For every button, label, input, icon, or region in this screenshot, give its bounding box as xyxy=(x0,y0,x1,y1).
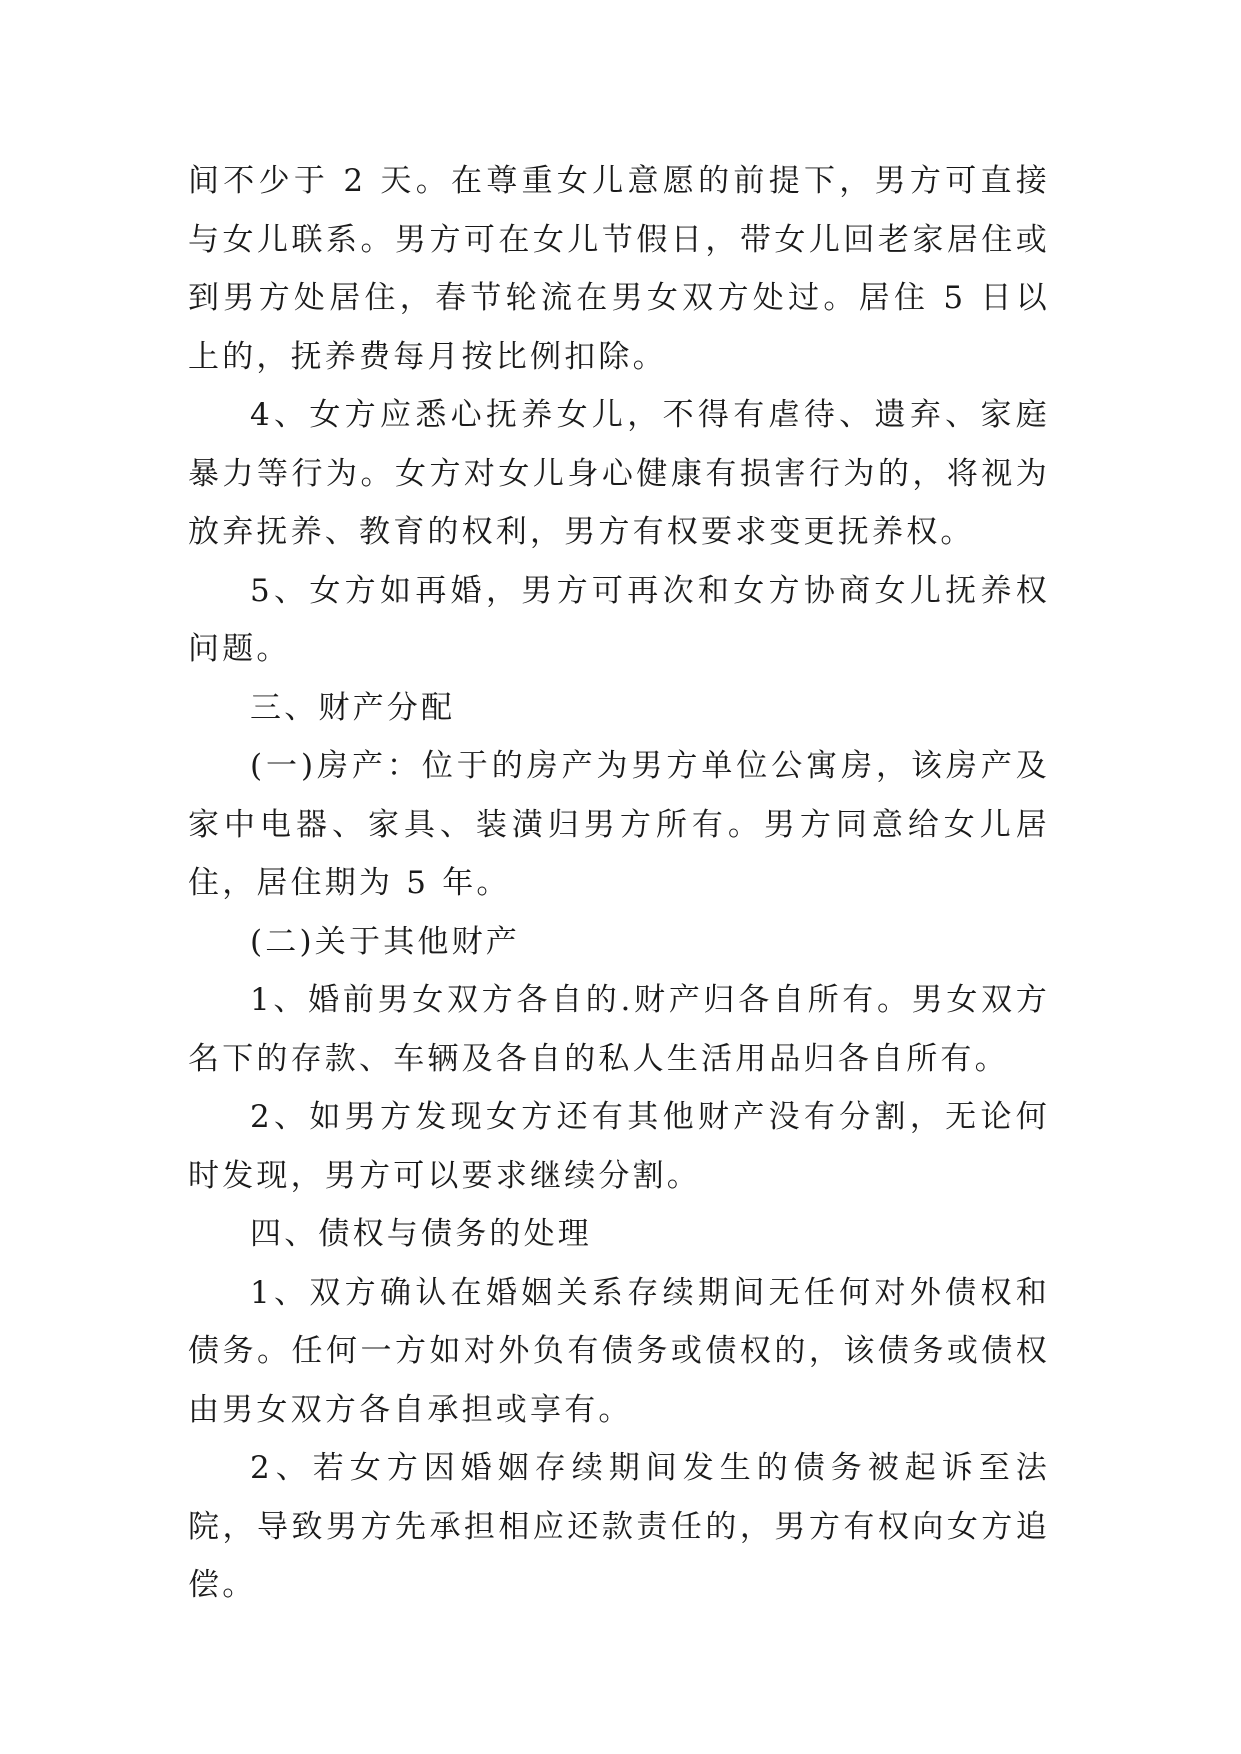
document-body xyxy=(188,152,1050,1615)
paragraph-property-clause-1: 1、婚前男女双方各自的.财产归各自所有。男女双方名下的存款、车辆及各自的私人生活用品归各自所有。 xyxy=(188,982,1050,1077)
paragraph-custody-visitation-continuation: 间不少于 2 天。在尊重女儿意愿的前提下，男方可直接与女儿联系。男方可在女儿节假日，带女儿回老家居住或到男方处居住，春节轮流在男女双方处过。居住 5 日以上的，抚养费每月按比例扣除。 xyxy=(188,163,1050,375)
section-heading-debts: 四、债权与债务的处理 xyxy=(250,1216,592,1252)
paragraph-clause-5: 5、女方如再婚，男方可再次和女方协商女儿抚养权问题。 xyxy=(188,572,1050,667)
paragraph-clause-4: 4、女方应悉心抚养女儿，不得有虐待、遗弃、家庭暴力等行为。女方对女儿身心健康有损害行为的，将视为放弃抚养、教育的权利，男方有权要求变更抚养权。 xyxy=(188,397,1050,550)
paragraph-debt-clause-1: 1、双方确认在婚姻关系存续期间无任何对外债权和债务。任何一方如对外负有债务或债权的，该债务或债权由男女双方各自承担或享有。 xyxy=(188,1274,1050,1428)
section-heading-property-division: 三、财产分配 xyxy=(250,689,456,726)
paragraph-debt-clause-2: 2、若女方因婚姻存续期间发生的债务被起诉至法院，导致男方先承担相应还款责任的，男方有权向女方追偿。 xyxy=(188,1450,1050,1603)
paragraph-real-estate: (一)房产：位于的房产为男方单位公寓房，该房产及家中电器、家具、装潢归男方所有。男方同意给女儿居住，居住期为 5 年。 xyxy=(188,748,1050,901)
subheading-other-property: (二)关于其他财产 xyxy=(250,923,520,960)
paragraph-property-clause-2: 2、如男方发现女方还有其他财产没有分割，无论何时发现，男方可以要求继续分割。 xyxy=(188,1099,1050,1194)
